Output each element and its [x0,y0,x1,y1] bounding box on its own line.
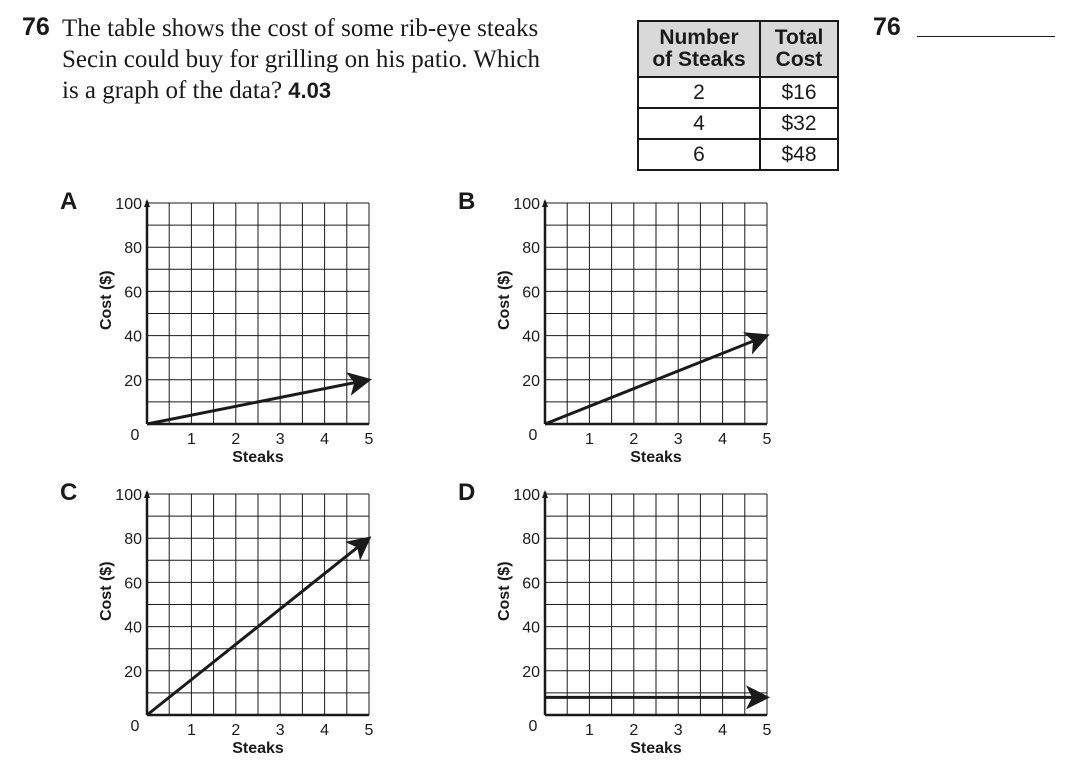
header-line: of Steaks [652,48,746,71]
y-axis-label: Cost ($) [496,270,513,331]
y-tick-label: 60 [124,284,142,302]
origin-label: 0 [528,718,538,735]
x-tick-label: 3 [673,722,683,739]
x-tick-label: 2 [629,431,639,448]
y-tick-label: 20 [522,663,540,681]
x-tick-label: 2 [629,722,639,739]
table-cell: $16 [760,77,838,108]
answer-label: 76 [873,13,901,41]
y-tick-label: 60 [522,575,540,593]
header-line: Number [659,26,739,49]
table-cell: 4 [638,108,760,139]
x-tick-label: 2 [231,722,241,739]
x-axis-label: Steaks [232,740,284,757]
x-tick-label: 5 [364,431,374,448]
y-tick-label: 20 [522,372,540,390]
x-tick-label: 1 [186,431,196,448]
table-cell: 6 [638,139,760,170]
x-tick-label: 5 [762,431,772,448]
question-line-1: The table shows the cost of some rib-eye steaks [62,15,539,42]
option-b-letter[interactable]: B [458,188,476,215]
y-tick-label: 100 [513,487,540,504]
origin-label: 0 [130,427,140,444]
y-tick-label: 20 [124,372,142,390]
x-tick-label: 5 [364,722,374,739]
question-number: 76 [22,13,50,41]
x-tick-label: 4 [718,431,728,448]
header-line: Total [774,26,824,49]
x-tick-label: 3 [673,431,683,448]
y-tick-label: 40 [124,328,142,346]
origin-label: 0 [130,718,140,735]
y-tick-label: 100 [115,196,142,213]
y-tick-label: 80 [124,531,142,549]
x-tick-label: 3 [275,431,285,448]
y-tick-label: 80 [522,531,540,549]
x-tick-label: 2 [231,431,241,448]
y-tick-label: 40 [522,328,540,346]
y-tick-label: 20 [124,663,142,681]
standard-code: 4.03 [288,78,332,103]
y-axis-label: Cost ($) [98,561,115,622]
y-axis-label: Cost ($) [496,561,513,622]
graph-option-c[interactable] [98,487,374,757]
graph-option-b[interactable] [496,196,772,466]
origin-label: 0 [528,427,538,444]
y-tick-label: 60 [124,575,142,593]
x-axis-label: Steaks [630,449,682,466]
x-tick-label: 1 [584,431,594,448]
x-axis-label: Steaks [232,449,284,466]
y-tick-label: 60 [522,284,540,302]
y-tick-label: 40 [522,619,540,637]
x-tick-label: 3 [275,722,285,739]
y-tick-label: 100 [115,487,142,504]
x-tick-label: 1 [584,722,594,739]
x-tick-label: 5 [762,722,772,739]
y-tick-label: 100 [513,196,540,213]
graph-option-a[interactable] [98,196,374,466]
x-axis-label: Steaks [630,740,682,757]
y-tick-label: 40 [124,619,142,637]
y-tick-label: 80 [522,240,540,258]
y-tick-label: 80 [124,240,142,258]
option-c-letter[interactable]: C [60,479,78,506]
table-cell: $48 [760,139,838,170]
table-cell: $32 [760,108,838,139]
option-a-letter[interactable]: A [60,188,78,215]
x-tick-label: 4 [320,431,330,448]
question-line-3-text: is a graph of the data? [62,77,283,104]
x-tick-label: 4 [320,722,330,739]
graph-option-d[interactable] [496,487,772,757]
table-cell: 2 [638,77,760,108]
question-line-2: Secin could buy for grilling on his patio. Which [62,46,540,73]
x-tick-label: 4 [718,722,728,739]
y-axis-label: Cost ($) [98,270,115,331]
x-tick-label: 1 [186,722,196,739]
option-d-letter[interactable]: D [458,479,476,506]
header-line: Cost [775,48,823,71]
